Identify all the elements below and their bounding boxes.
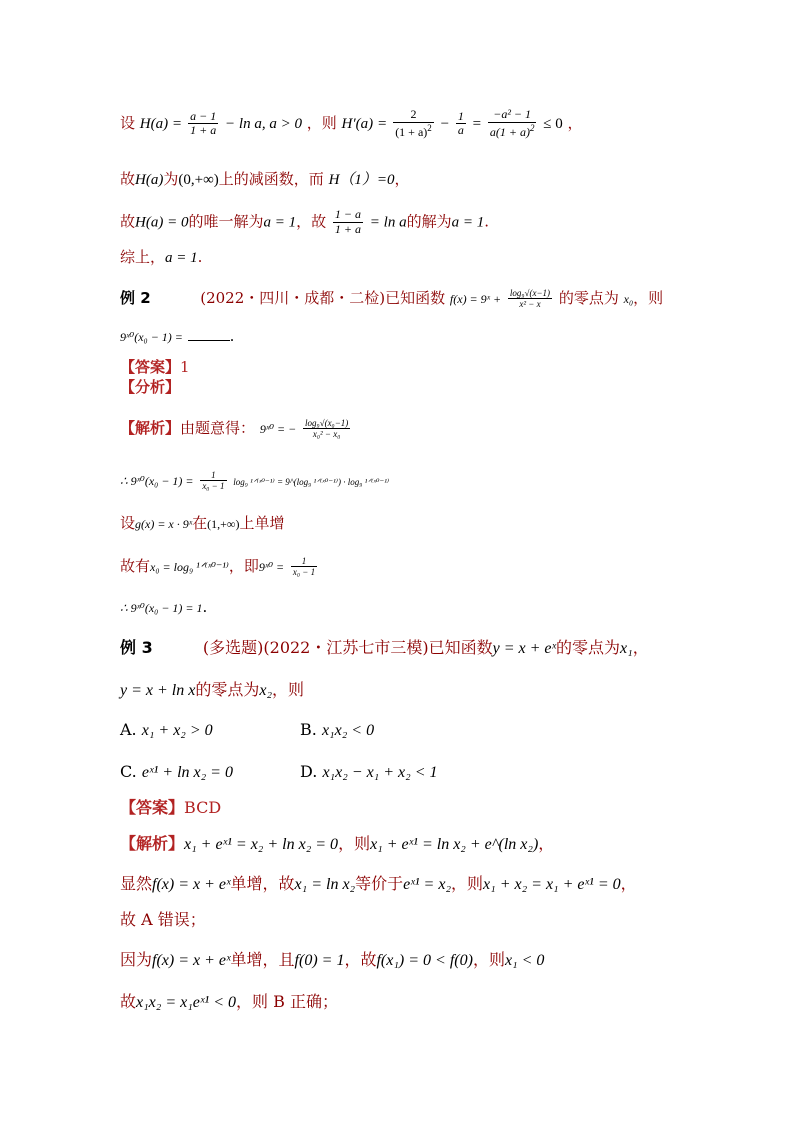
solution-line-1 [120,418,352,440]
answer-line-3 [120,800,221,816]
fraction: $\frac{1}{a}$ [457,108,464,138]
text: 在 [192,514,208,532]
answer-tag: 【答案】 [120,358,181,376]
text: 的解为 [406,212,452,231]
math-expr: f(x₁) = 0 < f(0) [376,952,473,969]
fraction: $\frac{a - 1}{1 + a}$ [190,108,217,138]
math-expr: x₁x₂ < 0 [321,722,375,739]
solution-tag: 【解析】 [120,418,181,437]
text: ， [632,638,649,657]
option-a [120,722,300,739]
options-row-1 [120,722,374,739]
fraction: $\frac{2}{(1 + a)^2}$ [395,107,432,139]
math-expr: a = 1 [451,214,485,231]
text: 故 A 错误； [120,910,206,929]
text: ， [394,170,410,188]
answer-tag: 【答案】 [120,798,185,817]
math-expr: x₁ [620,640,633,657]
math-expr: log₉ ¹ᐟ⁽ˣ⁰⁻¹⁾ = 9^(log₉ ¹ᐟ⁽ˣ⁰⁻¹⁾) · log₉ ¹ᐟ⁽ˣ⁰⁻¹⁾ [233,476,390,487]
math-expr: = [172,115,182,132]
math-expr: − ln a, a > 0 [225,115,302,132]
text: 为 [163,170,179,188]
example-source: (2022・四川・成都・二检)已知函数 [200,288,446,307]
solution3-line-5 [120,994,338,1011]
fraction: $\frac{\text{−a² − 1}}{a(1 + a)^2}$ [489,107,535,139]
answer-value: BCD [184,798,222,817]
math-expr: − [440,115,450,132]
math-expr: x₂ [259,682,273,699]
math-expr: ≤ 0 [543,115,563,132]
text: 设 [120,113,136,132]
fraction: $\frac{\text{log₉√(x−1)}}{\text{x² − x}}$ [509,288,551,310]
math-expr: y = x + eˣ [492,640,557,657]
math-expr: x₀ [623,291,634,306]
math-expr: x₁x₂ = x₁eˣ¹ < 0 [136,994,237,1011]
option-label: C. [120,762,137,781]
answer-line [120,360,190,375]
math-expr: y = x + ln x [120,682,196,699]
text: ， [538,834,555,853]
math-expr: H′(a) [341,115,374,132]
math-expr: = [377,115,387,132]
math-expr: H(a) = 0 [135,214,189,231]
math-expr: ∴ 9ˣ⁰(x₀ − 1) = 1 [120,601,203,615]
text: 故 [120,992,137,1011]
math-expr: 9ˣ⁰ = − [259,421,297,436]
solution-line-2 [120,470,389,492]
option-label: D. [300,762,318,781]
math-expr: H（1）=0 [328,172,395,188]
math-expr: x₁ + x₂ = x₁ + eˣ¹ = 0 [483,876,621,893]
solution3-line-2 [120,876,637,893]
math-expr: f(x) = x + eˣ [152,952,231,969]
math-expr: eˣ¹ + ln x₂ = 0 [141,764,233,781]
text: 等价于 [355,874,404,893]
derivation-line-2 [120,172,410,188]
math-expr: (0,+∞) [178,172,219,188]
option-label: B. [300,720,317,739]
text: ，则 [272,680,305,699]
math-expr: x₁x₂ − x₁ + x₂ < 1 [322,764,438,781]
fraction: $\frac{\text{log₉√(x₀−1)}}{\text{x₀² − x₀}}$ [305,418,349,440]
text: 故 [120,212,136,231]
text: 综上， [120,248,166,266]
math-expr: 9ˣ⁰(x₀ − 1) = [120,330,183,344]
text: 故 [120,170,136,188]
fraction: $\frac{1}{\text{x₀ − 1}}$ [292,556,316,578]
math-expr: x₁ + x₂ > 0 [141,722,213,739]
fraction: $\frac{1 - a}{1 + a}$ [334,207,362,236]
text: ，即 [228,556,259,575]
example-3-heading-cont [120,682,304,699]
text: 故有 [120,556,151,575]
solution3-line-4 [120,952,544,969]
derivation-line-3 [120,208,489,237]
example-2-heading [120,288,663,310]
text: 的零点为 [556,638,621,657]
math-expr: a = 1 [263,214,297,231]
solution-line-3 [120,516,285,531]
text: ，故 [344,950,377,969]
math-expr: a = 1 [165,250,198,266]
conclusion-line [120,250,202,266]
text: 显然 [120,874,153,893]
example-3-heading [120,640,649,657]
math-expr: = [472,115,482,132]
math-expr: f(x) = x + eˣ [152,876,231,893]
math-expr: eˣ¹ = x₂ [403,876,452,893]
text: ，则 [306,113,337,132]
text: . [202,598,208,616]
math-expr: H(a) [139,115,169,132]
math-expr: x₁ + eˣ¹ = ln x₂ + e^(ln x₂) [370,836,539,853]
answer-blank [188,328,230,341]
text: . [229,327,235,345]
solution-tag: 【解析】 [120,834,185,853]
option-d [300,764,437,781]
text: . [484,212,490,231]
math-expr: g(x) = x · 9ˣ [135,517,193,531]
math-expr: x₁ = ln x₂ [294,876,356,893]
option-label: A. [120,720,137,739]
text: 单增，故 [230,874,295,893]
math-expr: (1,+∞) [207,517,240,531]
answer-value: 1 [180,358,190,376]
solution-line-4 [120,556,319,578]
text: ，则 [633,288,664,307]
text: 因为 [120,950,153,969]
text: ，则 B 正确； [236,992,338,1011]
option-b [300,722,374,739]
example-2-question [120,328,234,344]
solution3-line-3 [120,912,206,928]
example-source: (多选题)(2022・江苏七市三模)已知函数 [202,638,493,657]
math-expr: ∴ 9ˣ⁰(x₀ − 1) = [120,473,194,488]
fraction: $\frac{1}{\text{x₀ − 1}}$ [202,470,225,492]
text: 的零点为 [195,680,260,699]
text: . [197,248,203,266]
text: 上的减函数，而 [218,170,324,188]
math-expr: x₁ + eˣ¹ = x₂ + ln x₂ = 0 [184,836,339,853]
example-label: 例 3 [120,638,153,657]
math-expr: = ln a [369,214,407,231]
text: ， [620,874,637,893]
math-expr: 9ˣ⁰ = [258,559,285,574]
math-expr: f(x) = 9ˣ + [449,291,502,306]
math-expr: H(a) [135,172,164,188]
text: 单增，且 [230,950,295,969]
text: 的零点为 [558,288,619,307]
solution-line-5 [120,600,207,615]
text: ，则 [338,834,371,853]
derivation-line-1 [120,108,583,140]
text: 上单增 [239,514,285,532]
analysis-tag: 【分析】 [120,378,181,396]
math-expr: f(0) = 1 [294,952,345,969]
solution3-line-1 [120,836,554,853]
text: 的唯一解为 [188,212,264,231]
text: ，则 [472,950,505,969]
math-expr: x₀ = log₉ ¹ᐟ⁽ˣ⁰⁻¹⁾ [150,559,229,574]
text: 设 [120,514,136,532]
options-row-2 [120,764,437,781]
option-c [120,764,300,781]
text: ，故 [296,212,327,231]
text: ，则 [451,874,484,893]
text: 由题意得： [180,418,256,437]
math-expr: x₁ < 0 [504,952,545,969]
analysis-line [120,380,180,395]
text: ， [567,113,583,132]
example-label: 例 2 [120,288,151,307]
